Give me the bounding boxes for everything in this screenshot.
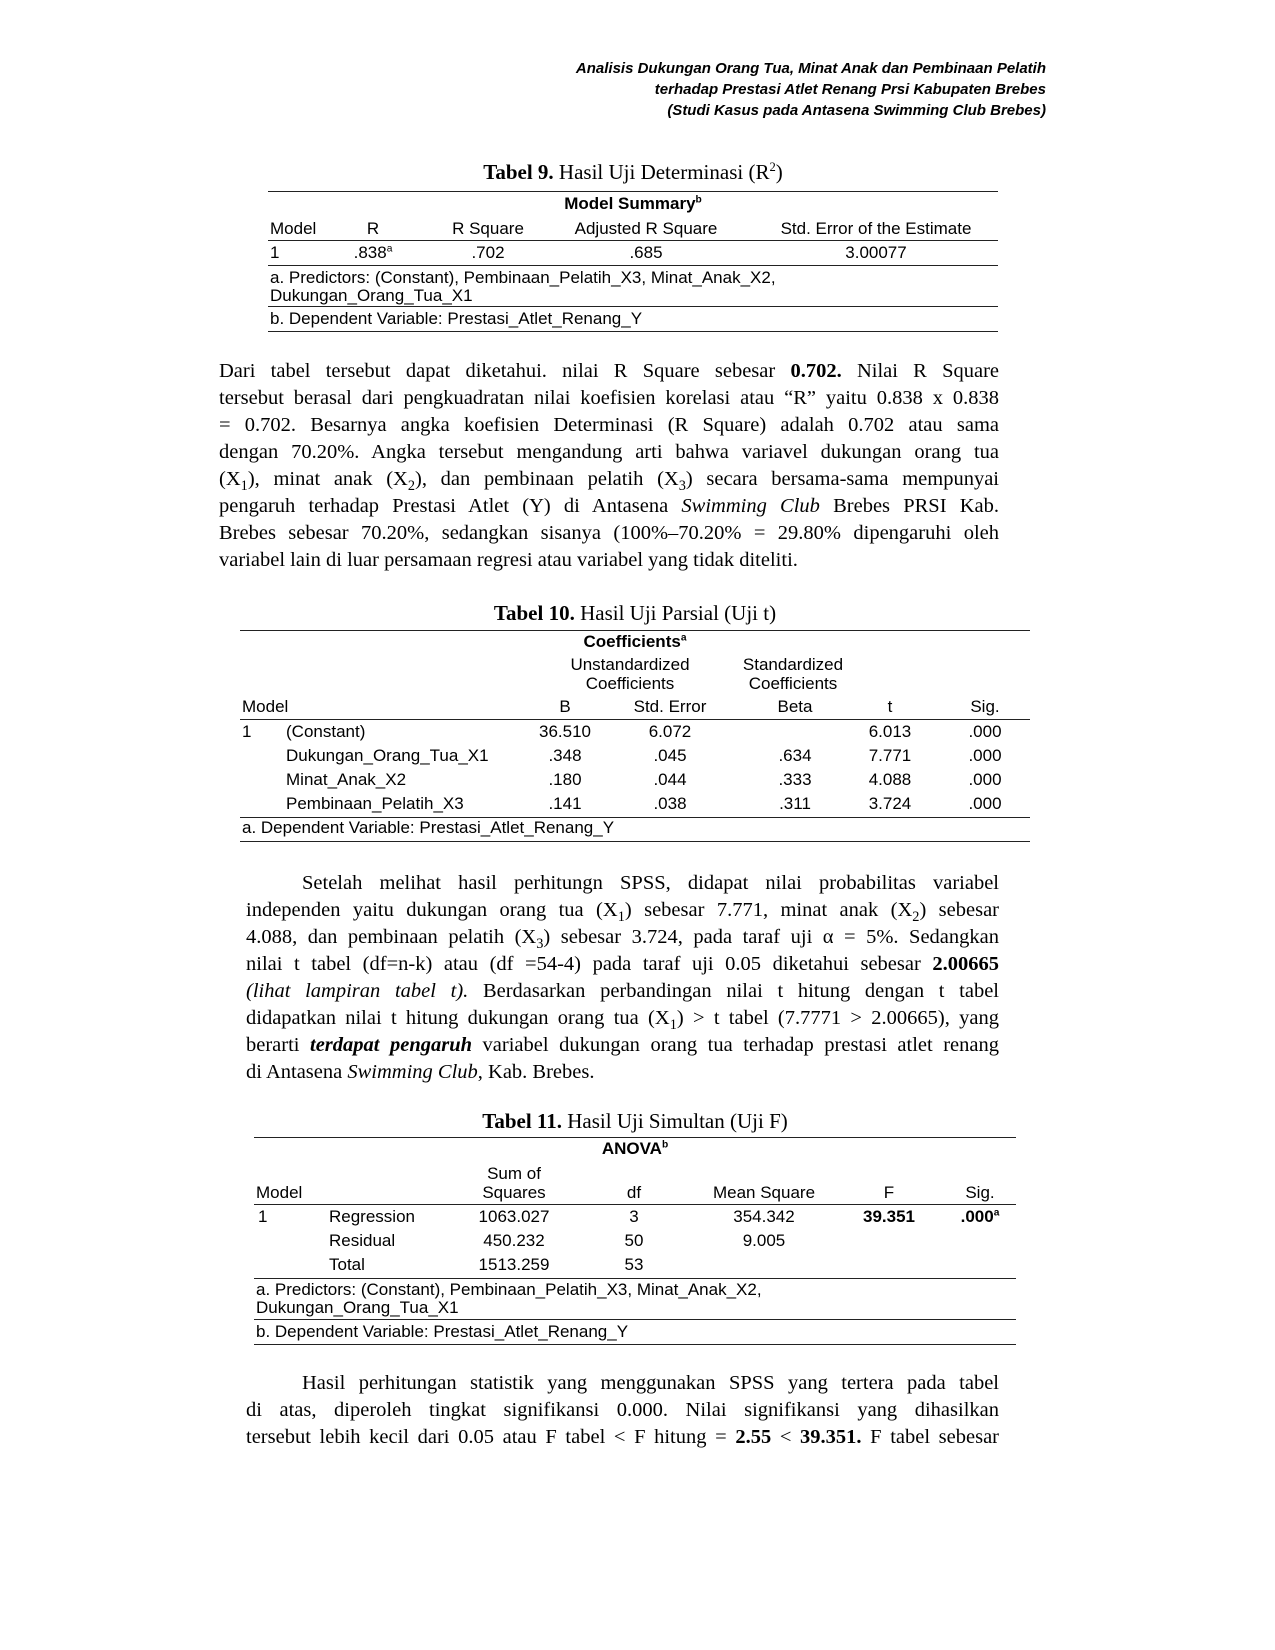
t11-r2-df: 53: [624, 1255, 644, 1274]
table11: [254, 0, 1016, 1350]
table11-caption-label: Tabel 11.: [482, 1109, 562, 1133]
p2-line5: (lihat lampiran tabel t). Berdasarkan perbandingan nilai t hitung dengan t tabel: [246, 980, 999, 1002]
p1-line8: variabel lain di luar persamaan regresi atau variabel yang tidak diteliti.: [219, 549, 798, 571]
t10-r2-name: Minat_Anak_X2: [286, 770, 407, 789]
header-line-3: (Studi Kasus pada Antasena Swimming Club Brebes): [667, 102, 1046, 119]
t9-h-rsquare: R Square: [452, 219, 524, 238]
t10-r3-b: .141: [548, 794, 582, 813]
t9-note-a: a. Predictors: (Constant), Pembinaan_Pelatih_X3, Minat_Anak_X2, Dukungan_Orang_Tua_X1: [270, 268, 776, 305]
table9-caption-end: ): [775, 160, 783, 184]
p2-line2: independen yaitu dukungan orang tua $(X_1)$ sebesar 7.771, minat anak $(X_2)$ sebesar: [246, 899, 1000, 926]
t10-h-model: Model: [242, 697, 289, 716]
t10-r0-se: 6.072: [648, 722, 692, 741]
t10-group-unstd: Unstandardized Coefficients: [570, 655, 690, 693]
t10-h-se: Std. Error: [633, 697, 707, 716]
t10-r2-b: .180: [548, 770, 582, 789]
t9-adj: .685: [629, 243, 663, 262]
t10-r3-sig: .000: [968, 794, 1002, 813]
t10-note: a. Dependent Variable: Prestasi_Atlet_Renang_Y: [242, 818, 615, 837]
t10-r0-sig: .000: [968, 722, 1002, 741]
t9-h-model: Model: [270, 219, 317, 238]
t10-model-no: 1: [242, 722, 252, 741]
t10-r3-name: Pembinaan_Pelatih_X3: [286, 794, 464, 813]
table9-title: Model Summary$^b$: [564, 194, 702, 213]
t11-h-sig: Sig.: [965, 1183, 995, 1202]
t10-r0-t: 6.013: [868, 722, 912, 741]
t11-h-df: df: [626, 1183, 642, 1202]
t10-h-sig: Sig.: [970, 697, 1000, 716]
table11-title: ANOVA$^b$: [601, 1139, 669, 1158]
p2-line4: nilai t tabel (df=n-k) atau (df =54-4) pada taraf uji 0.05 diketahui sebesar 2.00665: [246, 953, 999, 975]
t11-r1-ms: 9.005: [742, 1231, 786, 1250]
t10-r3-t: 3.724: [868, 794, 912, 813]
table9-caption-label: Tabel 9.: [483, 160, 554, 184]
t10-h-beta: Beta: [777, 697, 813, 716]
t11-note-a: a. Predictors: (Constant), Pembinaan_Pelatih_X3, Minat_Anak_X2, Dukungan_Orang_Tua_X1: [256, 1280, 762, 1317]
p2-line1: Setelah melihat hasil perhitungn SPSS, didapat nilai probabilitas variabel: [302, 872, 999, 894]
p3-line2: di atas, diperoleh tingkat signifikansi 0.000. Nilai signifikansi yang dihasilkan: [246, 1399, 999, 1421]
p2-line8: di Antasena Swimming Club, Kab. Brebes.: [246, 1061, 595, 1083]
t11-h-model: Model: [256, 1183, 303, 1202]
t11-r0-name: Regression: [329, 1207, 415, 1226]
t10-r1-t: 7.771: [868, 746, 912, 765]
header-line-2: terhadap Prestasi Atlet Renang Prsi Kabupaten Brebes: [654, 81, 1046, 98]
t11-h-f: F: [883, 1183, 895, 1202]
t9-h-stderr: Std. Error of the Estimate: [780, 219, 972, 238]
paragraph-3: [246, 1370, 999, 1451]
table10-caption-label: Tabel 10.: [493, 601, 575, 625]
p2-line6: didapatkan nilai t hitung dukungan orang tua $(X_1) > t$ tabel (7.7771 > 2.00665), yang: [246, 1007, 999, 1034]
t11-r0-df: 3: [629, 1207, 639, 1226]
t10-r1-sig: .000: [968, 746, 1002, 765]
p1-line1: Dari tabel tersebut dapat diketahui. nilai R Square sebesar 0.702. Nilai R Square: [219, 360, 999, 382]
t11-r0-ss: 1063.027: [478, 1207, 550, 1226]
t11-r1-name: Residual: [329, 1231, 396, 1250]
t10-r2-se: .044: [653, 770, 687, 789]
t11-r0-ms: 354.342: [733, 1207, 795, 1226]
t9-model: 1: [270, 243, 280, 262]
t11-r1-ss: 450.232: [483, 1231, 545, 1250]
t10-r0-b: 36.510: [539, 722, 591, 741]
t11-note-b: b. Dependent Variable: Prestasi_Atlet_Renang_Y: [256, 1322, 629, 1341]
t10-r3-beta: .311: [779, 794, 811, 813]
t10-r1-se: .045: [653, 746, 687, 765]
p1-line4: dengan 70.20%. Angka tersebut mengandung arti bahwa variavel dukungan orang tua: [219, 441, 999, 463]
t10-group-std: Standardized Coefficients: [742, 655, 844, 693]
p1-line5: $(X_1)$, minat anak $(X_2)$, dan pembinaan pelatih $(X_3)$ secara bersama-sama mempunyai: [219, 468, 1000, 495]
t11-r0-sig: .000$^a$: [960, 1207, 1000, 1226]
t9-h-r: R: [366, 219, 380, 238]
t11-h-ms: Mean Square: [712, 1183, 816, 1202]
p1-line7: Brebes sebesar 70.20%, sedangkan sisanya (100%–70.20% = 29.80% dipengaruhi oleh: [219, 522, 999, 544]
t10-r0-name: (Constant): [286, 722, 366, 741]
t10-h-b: B: [559, 697, 571, 716]
p2-line7: berarti terdapat pengaruh variabel dukungan orang tua terhadap prestasi atlet renang: [246, 1034, 999, 1056]
t11-h-ss: Sum of Squares: [482, 1164, 546, 1202]
t9-r: .838$^a$: [353, 243, 393, 262]
p2-line3: 4.088, dan pembinaan pelatih $(X_3)$ sebesar 3.724, pada taraf uji α = 5%. Sedangkan: [246, 926, 1000, 953]
header-line-1: Analisis Dukungan Orang Tua, Minat Anak dan Pembinaan Pelatih: [575, 60, 1046, 77]
t11-model-no: 1: [258, 1207, 268, 1226]
p3-line1: Hasil perhitungan statistik yang menggunakan SPSS yang tertera pada tabel: [302, 1372, 999, 1394]
t10-r1-name: Dukungan_Orang_Tua_X1: [286, 746, 489, 765]
table9-caption-sup: 2: [769, 160, 776, 174]
t11-r2-ss: 1513.259: [478, 1255, 550, 1274]
t9-h-adj: Adjusted R Square: [574, 219, 718, 238]
table10-title: Coefficients$^a$: [583, 632, 687, 651]
t10-r2-t: 4.088: [868, 770, 912, 789]
p1-line3: = 0.702. Besarnya angka koefisien Determinasi (R Square) adalah 0.702 atau sama: [219, 414, 999, 436]
t10-r3-se: .038: [653, 794, 687, 813]
table10-caption-text: Hasil Uji Parsial (Uji t): [580, 601, 777, 625]
t11-r2-name: Total: [329, 1255, 365, 1274]
p3-line3: tersebut lebih kecil dari 0.05 atau F tabel < F hitung = 2.55 < 39.351. F tabel sebesar: [246, 1426, 999, 1448]
p1-line2: tersebut berasal dari pengkuadratan nilai koefisien korelasi atau “R” yaitu 0.838 x 0.838: [219, 387, 999, 409]
t10-r2-beta: .333: [778, 770, 812, 789]
t9-stderr: 3.00077: [845, 243, 907, 262]
t10-r1-beta: .634: [778, 746, 812, 765]
t10-r1-b: .348: [548, 746, 582, 765]
t10-h-t: t: [887, 697, 893, 716]
t10-r2-sig: .000: [968, 770, 1002, 789]
t11-r0-f: 39.351: [863, 1207, 915, 1226]
t9-note-b: b. Dependent Variable: Prestasi_Atlet_Renang_Y: [270, 309, 643, 328]
t11-r1-df: 50: [624, 1231, 644, 1250]
p1-line6: pengaruh terhadap Prestasi Atlet (Y) di Antasena Swimming Club Brebes PRSI Kab.: [219, 495, 1000, 517]
table11-caption-text: Hasil Uji Simultan (Uji F): [567, 1109, 788, 1133]
t9-rsquare: .702: [471, 243, 505, 262]
table9-caption-text: Hasil Uji Determinasi (R: [558, 160, 770, 184]
